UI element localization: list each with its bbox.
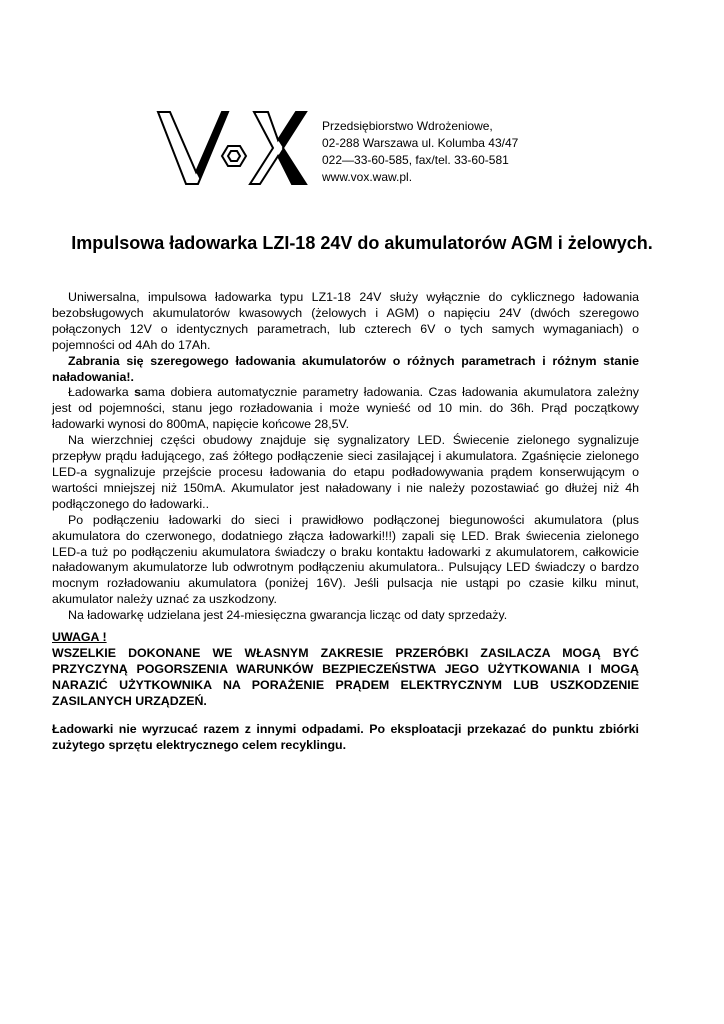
document-title: Impulsowa ładowarka LZI-18 24V do akumulatorów AGM i żelowych. (71, 233, 653, 253)
warning-text: WSZELKIE DOKONANE WE WŁASNYM ZAKRESIE PRZERÓBKI ZASILACZA MOGĄ BYĆ PRZYCZYNĄ POGORSZENIA WARUNKÓW BEZPIECZEŃSTWA JEGO UŻYTKOWANIA I MOGĄ NARAZIĆ UŻYTKOWNIKA NA PORAŻENIE PRĄDEM ELEKTRYCZNYM LUB USZKODZENIE ZASILANYCH URZĄDZEŃ. (52, 645, 639, 708)
warning-heading: UWAGA ! (52, 630, 107, 644)
company-phone: 022—33-60-585, fax/tel. 33-60-581 (322, 153, 509, 167)
warning-block (52, 630, 639, 710)
paragraph-prohibition: Zabrania się szeregowego ładowania akumulatorów o różnych parametrach i różnym stanie naładowania!. (52, 353, 639, 384)
paragraph-parameters-rest: ama dobiera automatycznie parametry ładowania. Czas ładowania akumulatora zależny jest od pojemności, stanu jego rozładowania i może wynieść od 10 min. do 36h. Prąd początkowy ładowarki wynosi do 800mA, napięcie końcowe 28,5V. (52, 385, 640, 432)
document-body (52, 290, 639, 624)
paragraph-parameters (52, 385, 639, 433)
paragraph-led-indicators: Na wierzchniej części obudowy znajduje się sygnalizatory LED. Świecenie zielonego sygnalizuje przepływ prądu ładującego, zaś żółtego podłączenie sieci zasilającej i akumulatora. Zgaśnięcie zielonego LED-a sygnalizuje przejście procesu ładowania do etapu podładowywania prądem konserwującym o wartości mniejszej niż 150mA. Akumulator jest naładowany i nie należy pozostawiać go dłużej niż 4h podłączonego do ładowarki.. (52, 433, 639, 511)
vox-logo (156, 110, 308, 186)
company-info (322, 118, 518, 186)
paragraph-connection: Po podłączeniu ładowarki do sieci i prawidłowo podłączonej biegunowości akumulatora (plus akumulatora do czerwonego, dodatniego złącza ładowarki!!!) zapali się LED. Brak świecenia zielonego LED-a tuż po podłączeniu akumulatora świadczy o braku kontaktu ładowarki z akumulatorem, całkowicie naładowanym akumulatorze lub odwrotnym podłączeniu akumulatora.. Pulsujący LED świadczy o bardzo mocnym rozładowaniu akumulatora (poniżej 16V). Jeśli pulsacja nie ustąpi po czasie kilku minut, akumulator należy uznać za uszkodzony. (52, 512, 639, 607)
company-name: Przedsiębiorstwo Wdrożeniowe, (322, 119, 493, 133)
paragraph-warranty: Na ładowarkę udzielana jest 24-miesięczna gwarancja licząc od daty sprzedaży. (68, 608, 508, 623)
recycling-notice: Ładowarki nie wyrzucać razem z innymi odpadami. Po eksploatacji przekazać do punktu zbiórki zużytego sprzętu elektrycznego celem recyklingu. (52, 722, 639, 752)
paragraph-parameters-start: Ładowarka (68, 385, 135, 400)
paragraph-parameters-bold-s: s (134, 385, 141, 400)
company-address: 02-288 Warszawa ul. Kolumba 43/47 (322, 136, 519, 150)
paragraph-intro: Uniwersalna, impulsowa ładowarka typu LZ1-18 24V służy wyłącznie do cyklicznego ładowania bezobsługowych akumulatorów kwasowych (żelowych i AGM) o napięciu 24V (dwóch szeregowo połączonych 12V o identycznych parametrach, lub czterech 6V o tych samych wymaganiach) o pojemności od 4Ah do 17Ah. (52, 290, 639, 352)
company-website: www.vox.waw.pl. (322, 170, 413, 184)
